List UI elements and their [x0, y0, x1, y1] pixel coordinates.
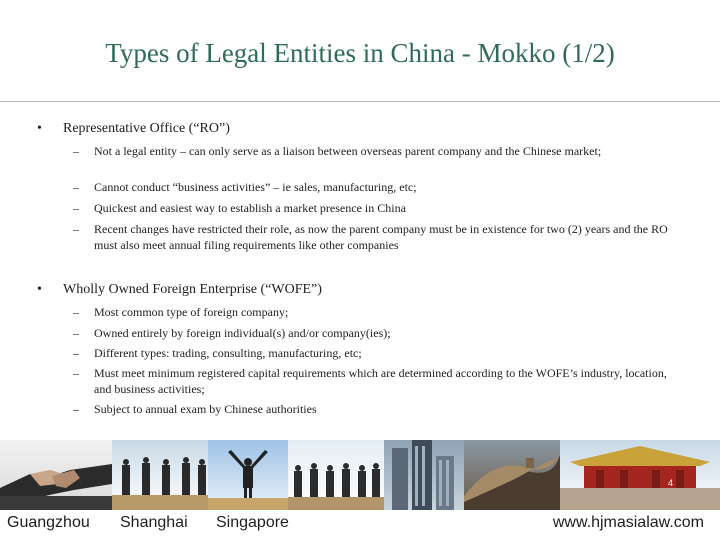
dash-mark: – [73, 201, 79, 215]
city-singapore: Singapore [216, 514, 289, 531]
handshake-photo [0, 440, 112, 510]
slide-title: Types of Legal Entities in China - Mokko (1/2) [105, 38, 615, 68]
dash-mark: – [73, 326, 79, 340]
dash-mark: – [73, 402, 79, 416]
city-shanghai: Shanghai [120, 514, 188, 531]
sub-item-text: Owned entirely by foreign individual(s) and/or company(ies); [94, 326, 391, 340]
great-wall-photo [464, 440, 560, 510]
celebration-photo [208, 440, 288, 510]
page-number: 4 [668, 478, 674, 488]
sub-item-text: Subject to annual exam by Chinese authorities [94, 402, 317, 416]
bullet-mark: • [37, 121, 42, 136]
city-guangzhou: Guangzhou [7, 514, 90, 531]
forbidden-city-photo [560, 440, 720, 510]
photo-strip [0, 440, 720, 510]
skyscraper-photo [384, 440, 464, 510]
footer [0, 514, 720, 540]
bullet-label: Representative Office (“RO”) [63, 121, 230, 136]
crowd-photo [288, 440, 384, 510]
title-divider [0, 101, 720, 102]
business-people-photo [112, 440, 208, 510]
dash-mark: – [73, 305, 79, 319]
sub-item-text: Cannot conduct “business activities” – ie sales, manufacturing, etc; [94, 180, 417, 194]
bullet-label: Wholly Owned Foreign Enterprise (“WOFE”) [63, 282, 322, 297]
dash-mark: – [73, 366, 79, 380]
sub-item-text: Recent changes have restricted their role, as now the parent company must be in existence for two (2) years and the RO must also meet annual filing requirements like other companies [94, 222, 668, 252]
bullet-mark: • [37, 282, 42, 297]
sub-item-text: Must meet minimum registered capital requirements which are determined according to the WOFE’s industry, location, and business activities; [94, 366, 667, 396]
website-link[interactable]: www.hjmasialaw.com [552, 514, 704, 531]
sub-item-text: Quickest and easiest way to establish a market presence in China [94, 201, 406, 215]
dash-mark: – [73, 346, 79, 360]
sub-item-text: Not a legal entity – can only serve as a liaison between overseas parent company and the Chinese market; [94, 144, 602, 158]
sub-item-text: Most common type of foreign company; [94, 305, 289, 319]
sub-item-text: Different types: trading, consulting, manufacturing, etc; [94, 346, 362, 360]
dash-mark: – [73, 222, 79, 236]
dash-mark: – [73, 180, 79, 194]
dash-mark: – [73, 144, 79, 158]
